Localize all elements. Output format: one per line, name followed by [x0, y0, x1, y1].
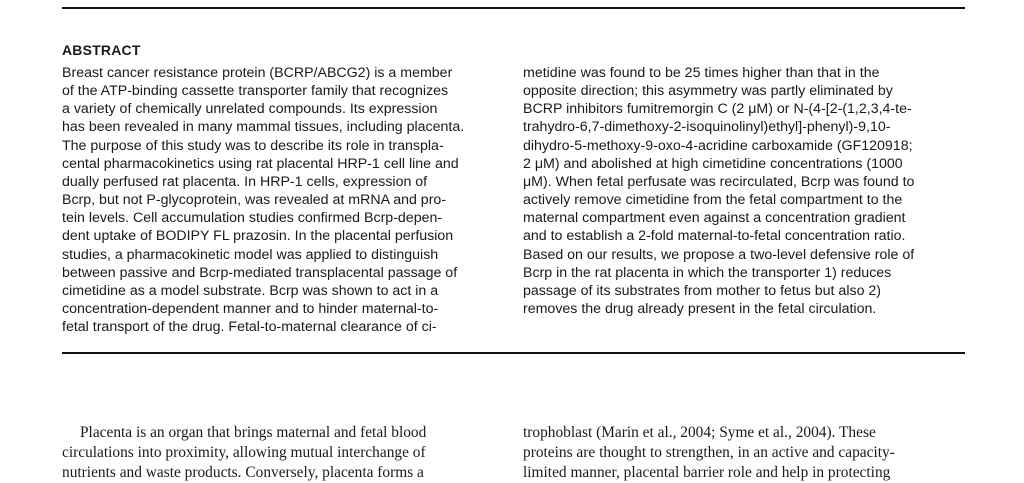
abstract-right-column — [523, 64, 965, 318]
abstract-line: Breast cancer resistance protein (BCRP/ABCG2) is a member — [62, 65, 453, 81]
body-left-column — [62, 423, 504, 483]
abstract-line: μM). When fetal perfusate was recirculated, Bcrp was found to — [523, 173, 915, 190]
abstract-line: BCRP inhibitors fumitremorgin C (2 μM) or N-(4-[2-(1,2,3,4-te- — [523, 101, 912, 118]
abstract-line: of the ATP-binding cassette transporter family that recognizes — [62, 83, 449, 100]
top-rule — [62, 7, 965, 9]
abstract-line: maternal compartment even against a concentration gradient — [523, 210, 906, 227]
abstract-line: removes the drug already present in the fetal circulation. — [523, 301, 877, 318]
abstract-line: passage of its substrates from mother to fetus but also 2) — [523, 282, 882, 299]
abstract-line: 2 μM) and abolished at high cimetidine concentrations (1000 — [523, 155, 903, 172]
abstract-line: metidine was found to be 25 times higher than that in the — [523, 65, 880, 81]
abstract-line: between passive and Bcrp-mediated transplacental passage of — [62, 264, 458, 281]
abstract-line: a variety of chemically unrelated compounds. Its expression — [62, 101, 438, 118]
body-right-column — [523, 423, 965, 483]
abstract-line: opposite direction; this asymmetry was partly eliminated by — [523, 83, 893, 100]
body-line: Placenta is an organ that brings maternal and fetal blood — [80, 424, 427, 441]
abstract-line: dually perfused rat placenta. In HRP-1 cells, expression of — [62, 173, 428, 190]
abstract-line: Based on our results, we propose a two-level defensive role of — [523, 246, 915, 263]
abstract-line: Bcrp in the rat placenta in which the transporter 1) reduces — [523, 264, 892, 281]
abstract-line: dent uptake of BODIPY FL prazosin. In the placental perfusion — [62, 228, 454, 245]
body-line: trophoblast (Marin et al., 2004; Syme et al., 2004). These — [523, 424, 876, 441]
abstract-line: Bcrp, but not P-glycoprotein, was revealed at mRNA and pro- — [62, 192, 447, 209]
abstract-line: cimetidine as a model substrate. Bcrp was shown to act in a — [62, 282, 439, 299]
abstract-line: and to establish a 2-fold maternal-to-fetal concentration ratio. — [523, 228, 906, 245]
abstract-line: cental pharmacokinetics using rat placental HRP-1 cell line and — [62, 155, 459, 172]
abstract-heading: ABSTRACT — [62, 42, 141, 58]
abstract-line: trahydro-6,7-dimethoxy-2-isoquinolinyl)ethyl]-phenyl)-9,10- — [523, 119, 891, 136]
abstract-line: dihydro-5-methoxy-9-oxo-4-acridine carboxamide (GF120918; — [523, 137, 913, 154]
abstract-left-column — [62, 64, 504, 336]
abstract-line: concentration-dependent manner and to hinder maternal-to- — [62, 301, 439, 318]
abstract-line: has been revealed in many mammal tissues, including placenta. — [62, 119, 465, 136]
body-line: proteins are thought to strengthen, in an active and capacity- — [523, 444, 895, 461]
abstract-line: tein levels. Cell accumulation studies confirmed Bcrp-depen- — [62, 210, 443, 227]
body-line: circulations into proximity, allowing mutual interchange of — [62, 444, 426, 461]
abstract-line: fetal transport of the drug. Fetal-to-maternal clearance of ci- — [62, 319, 437, 336]
abstract-line: actively remove cimetidine from the fetal compartment to the — [523, 192, 903, 209]
abstract-line: studies, a pharmacokinetic model was applied to distinguish — [62, 246, 439, 263]
body-line: nutrients and waste products. Conversely, placenta forms a — [62, 464, 424, 481]
abstract-line: The purpose of this study was to describe its role in transpla- — [62, 137, 444, 154]
body-line: limited manner, placental barrier role and help in protecting — [523, 464, 891, 481]
section-rule — [62, 352, 965, 354]
